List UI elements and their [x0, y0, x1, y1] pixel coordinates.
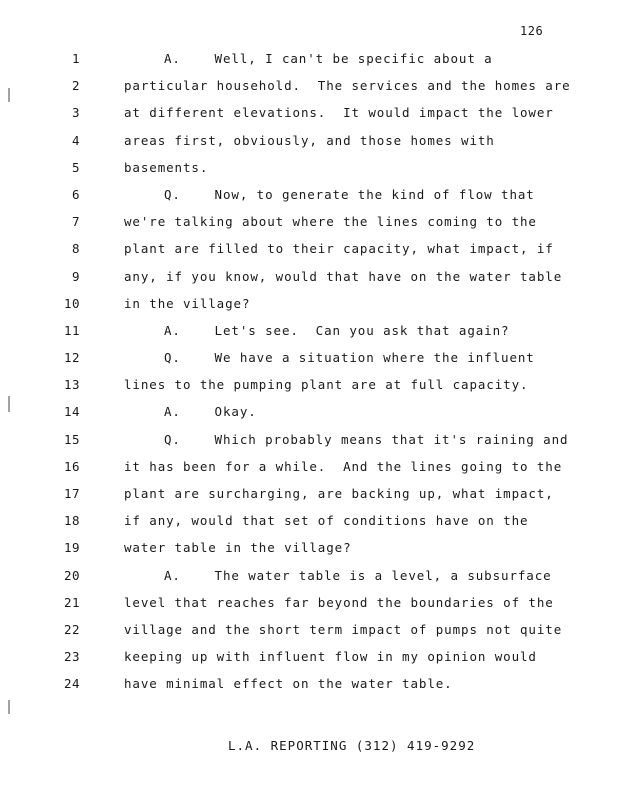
transcript-body: [0, 50, 618, 703]
line-number: 4: [71, 132, 80, 148]
transcript-line: [0, 621, 618, 648]
line-text: any, if you know, would that have on the water table: [124, 268, 563, 284]
transcript-line: [0, 648, 618, 675]
line-number: 17: [63, 486, 80, 501]
line-text: basements.: [124, 159, 209, 175]
line-number: 24: [63, 676, 80, 692]
line-number: 9: [71, 268, 80, 284]
line-text: Q. Which probably means that it's raining and: [164, 431, 569, 447]
line-number: 10: [63, 295, 80, 311]
line-number: 16: [63, 458, 80, 474]
line-number: 12: [63, 350, 80, 366]
transcript-line: [0, 322, 618, 349]
transcript-line: [0, 458, 618, 485]
line-text: areas first, obviously, and those homes with: [124, 132, 495, 148]
line-number: 23: [63, 649, 80, 665]
line-text: keeping up with influent flow in my opinion would: [124, 649, 537, 665]
line-text: at different elevations. It would impact the lower: [124, 105, 554, 121]
line-number: 7: [71, 214, 80, 230]
line-number: 15: [63, 431, 80, 447]
line-text: in the village?: [124, 295, 251, 311]
line-number: 18: [63, 513, 80, 529]
transcript-line: [0, 50, 618, 77]
line-number: 2: [71, 78, 80, 94]
line-number: 1: [71, 51, 80, 66]
line-text: village and the short term impact of pumps not quite: [124, 621, 563, 637]
transcript-line: [0, 431, 618, 458]
transcript-line: [0, 240, 618, 267]
page-number: 126: [520, 24, 544, 38]
line-number: 20: [63, 567, 80, 583]
transcript-line: [0, 512, 618, 539]
line-text: if any, would that set of conditions have on the: [124, 513, 529, 529]
line-number: 3: [71, 105, 80, 121]
reporter-footer: L.A. REPORTING (312) 419-9292: [228, 738, 476, 753]
transcript-line: [0, 675, 618, 702]
transcript-line: [0, 268, 618, 295]
line-text: plant are filled to their capacity, what impact, if: [124, 241, 554, 257]
line-text: A. Well, I can't be specific about a: [164, 51, 493, 66]
line-number: 5: [71, 159, 80, 175]
line-text: A. Okay.: [164, 404, 257, 420]
line-text: A. Let's see. Can you ask that again?: [164, 322, 510, 338]
transcript-line: [0, 132, 618, 159]
line-number: 19: [63, 540, 80, 556]
line-text: have minimal effect on the water table.: [124, 676, 453, 692]
transcript-line: [0, 485, 618, 512]
transcript-line: [0, 159, 618, 186]
transcript-line: [0, 539, 618, 566]
transcript-line: [0, 567, 618, 594]
line-number: 11: [63, 322, 80, 338]
transcript-line: [0, 186, 618, 213]
transcript-line: [0, 403, 618, 430]
line-number: 21: [63, 594, 80, 610]
line-number: 6: [71, 186, 80, 202]
transcript-line: [0, 104, 618, 131]
line-text: Q. Now, to generate the kind of flow that: [164, 186, 535, 202]
line-number: 22: [63, 621, 80, 637]
line-number: 8: [71, 241, 80, 257]
transcript-line: [0, 376, 618, 403]
line-number: 14: [63, 404, 80, 420]
line-text: water table in the village?: [124, 540, 352, 556]
line-text: it has been for a while. And the lines going to the: [124, 458, 563, 474]
line-text: lines to the pumping plant are at full capacity.: [124, 377, 529, 393]
transcript-line: [0, 349, 618, 376]
line-number: 13: [63, 377, 80, 393]
transcript-line: [0, 594, 618, 621]
transcript-line: [0, 213, 618, 240]
transcript-line: [0, 77, 618, 104]
line-text: particular household. The services and the homes are: [124, 78, 571, 94]
line-text: we're talking about where the lines coming to the: [124, 214, 537, 230]
line-text: Q. We have a situation where the influent: [164, 350, 535, 366]
line-text: plant are surcharging, are backing up, what impact,: [124, 486, 554, 501]
line-text: A. The water table is a level, a subsurface: [164, 567, 552, 583]
transcript-line: [0, 295, 618, 322]
line-text: level that reaches far beyond the boundaries of the: [124, 594, 554, 610]
